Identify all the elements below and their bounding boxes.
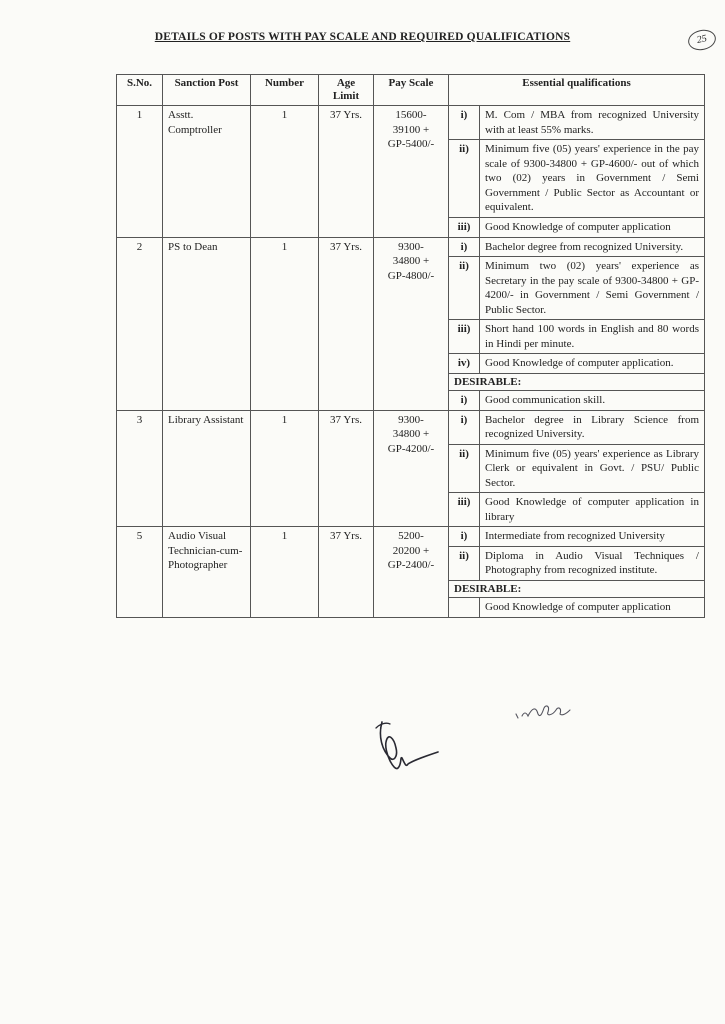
initials-scribble [510,694,580,724]
row-pay-scale [374,237,449,410]
pay-scale-line: 9300- [398,240,424,253]
pay-scale-line: 39100 + [392,123,430,136]
header-age-line1: Age [336,77,356,89]
qualification-label: ii) [449,257,480,320]
qualification-label: iii) [449,217,480,237]
qualification-text: Minimum two (02) years' experience as Secretary in the pay scale of 9300-34800 + GP- 4200/- in Government / Semi Government / Public Sector. [480,257,705,320]
pay-scale-line: 34800 + [392,255,430,268]
row-sno: 1 [117,106,163,237]
row-post: Audio Visual Technician-cum-Photographer [163,527,251,618]
qualification-text: Diploma in Audio Visual Techniques / Photography from recognized institute. [480,546,705,580]
header-number: Number [251,75,319,106]
header-sno: S.No. [117,75,163,106]
qualification-label: iii) [449,320,480,354]
qualification-text: Good Knowledge of computer application in library [480,493,705,527]
row-number: 1 [251,527,319,618]
header-qualifications: Essential qualifications [449,75,705,106]
pay-scale-line: 34800 + [392,428,430,441]
row-number: 1 [251,410,319,527]
pay-scale-line: 15600- [395,109,427,122]
row-post: PS to Dean [163,237,251,410]
table-row [117,237,705,257]
row-number: 1 [251,106,319,237]
qualification-label: i) [449,527,480,547]
table-row [117,527,705,547]
qualification-text: Bachelor degree from recognized University. [480,237,705,257]
row-age-limit: 37 Yrs. [319,527,374,618]
pay-scale-line: GP-5400/- [387,138,435,151]
header-age [319,75,374,106]
row-pay-scale [374,410,449,527]
row-age-limit: 37 Yrs. [319,237,374,410]
qualification-label: iv) [449,354,480,374]
qualification-label: i) [449,237,480,257]
header-row [117,75,705,106]
row-pay-scale [374,106,449,237]
qualification-label: ii) [449,546,480,580]
row-age-limit: 37 Yrs. [319,106,374,237]
signature [368,712,448,782]
qualification-text: Minimum five (05) years' experience in the pay scale of 9300-34800 + GP-4600/- out of which two (02) years in Government / Semi Government / Public Sector as Accountant or equivalent. [480,140,705,218]
row-pay-scale [374,527,449,618]
qualification-label: ii) [449,140,480,218]
pay-scale-line: GP-4800/- [387,269,435,282]
row-age-limit: 37 Yrs. [319,410,374,527]
qualification-label: i) [449,410,480,444]
desirable-heading: DESIRABLE: [449,580,705,598]
header-age-line2: Limit [332,90,360,103]
pay-scale-line: 5200- [398,530,424,543]
page-title: DETAILS OF POSTS WITH PAY SCALE AND REQUIRED QUALIFICATIONS [154,31,571,43]
row-sno: 5 [117,527,163,618]
qualification-text: Short hand 100 words in English and 80 words in Hindi per minute. [480,320,705,354]
qualification-text: M. Com / MBA from recognized University with at least 55% marks. [480,106,705,140]
desirable-label [449,598,480,618]
desirable-text: Good communication skill. [480,391,705,411]
row-sno: 2 [117,237,163,410]
row-post: Library Assistant [163,410,251,527]
desirable-label: i) [449,391,480,411]
qualification-text: Good Knowledge of computer application [480,217,705,237]
page-number-stamp: 25 [686,27,718,52]
desirable-text: Good Knowledge of computer application [480,598,705,618]
row-sno: 3 [117,410,163,527]
pay-scale-line: GP-4200/- [387,442,435,455]
qualification-text: Good Knowledge of computer application. [480,354,705,374]
row-post: Asstt. Comptroller [163,106,251,237]
qualification-text: Minimum five (05) years' experience as Library Clerk or equivalent in Govt. / PSU/ Public Sector. [480,444,705,493]
header-pay: Pay Scale [374,75,449,106]
pay-scale-line: GP-2400/- [387,559,435,572]
header-post: Sanction Post [163,75,251,106]
qualification-text: Intermediate from recognized University [480,527,705,547]
qualification-label: i) [449,106,480,140]
posts-table [116,74,705,618]
table-row [117,106,705,140]
desirable-heading: DESIRABLE: [449,373,705,391]
qualification-text: Bachelor degree in Library Science from recognized University. [480,410,705,444]
row-number: 1 [251,237,319,410]
table-row [117,410,705,444]
pay-scale-line: 20200 + [392,544,430,557]
pay-scale-line: 9300- [398,413,424,426]
qualification-label: ii) [449,444,480,493]
qualification-label: iii) [449,493,480,527]
